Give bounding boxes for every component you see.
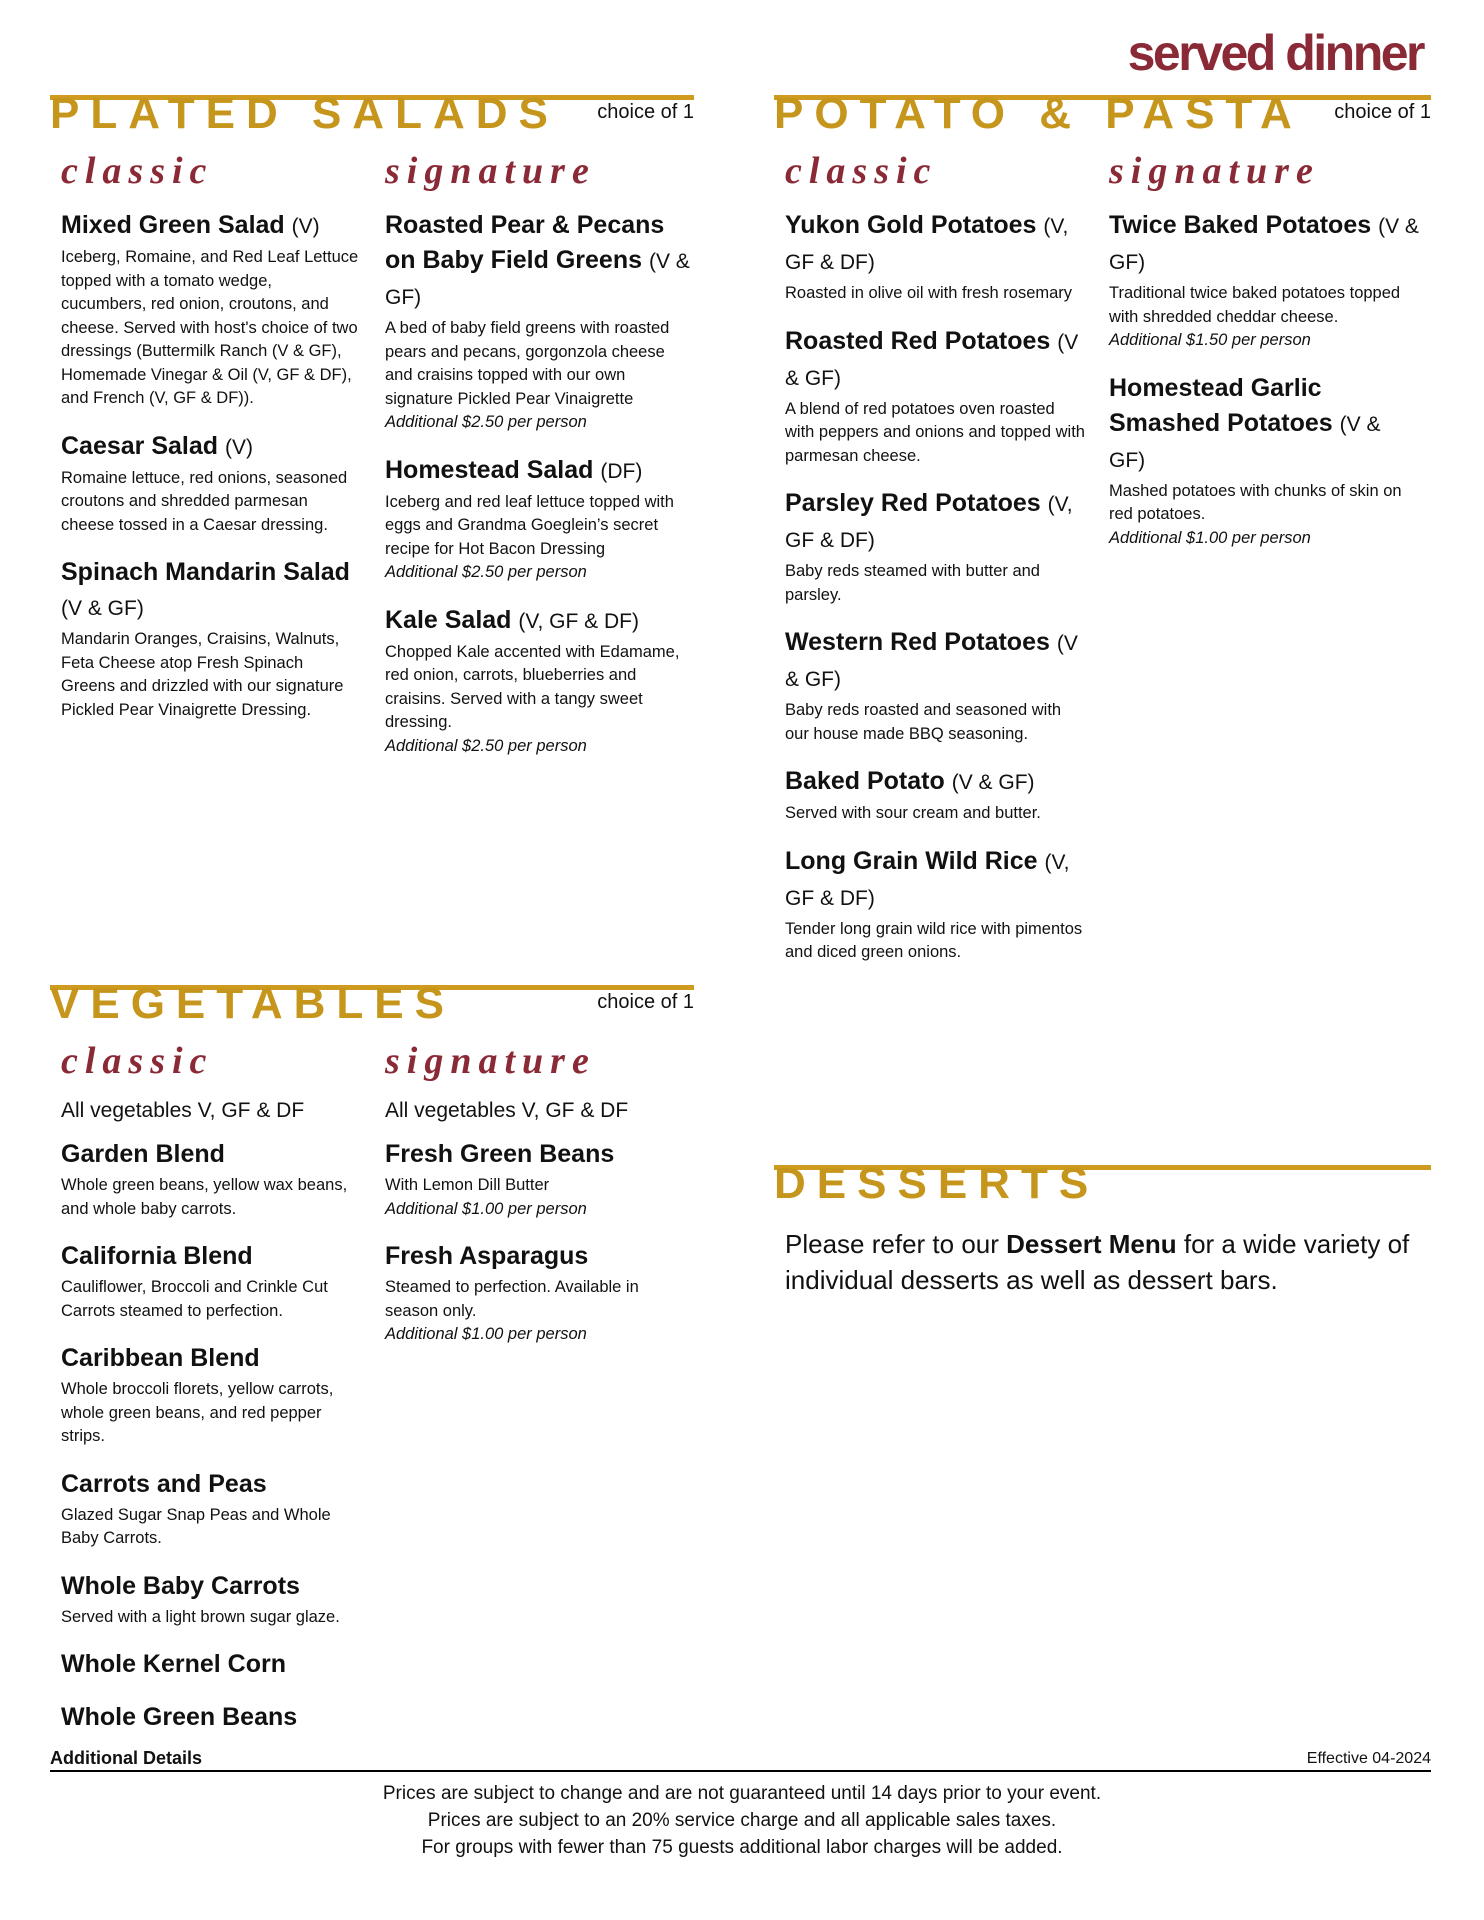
menu-item xyxy=(61,1647,361,1682)
vegetables-signature-column xyxy=(385,1036,695,1365)
footer-line: For groups with fewer than 75 guests additional labor charges will be added. xyxy=(421,1837,1063,1858)
menu-item-price-note: Additional $1.50 per person xyxy=(1109,331,1311,349)
menu-item-heading xyxy=(61,1569,361,1604)
potato-signature-heading: signature xyxy=(1109,150,1320,192)
salads-section xyxy=(50,89,694,755)
salads-signature-column xyxy=(385,146,695,776)
menu-item-tags: (V & GF) xyxy=(61,597,144,620)
menu-item-heading xyxy=(385,453,695,489)
salads-header xyxy=(50,89,694,146)
vegetables-header xyxy=(50,979,694,1036)
menu-item-heading xyxy=(385,603,695,639)
menu-item xyxy=(1109,371,1419,551)
menu-item-description: Iceberg, Romaine, and Red Leaf Lettuce topped with a tomato wedge, cucumbers, red onion, croutons, and cheese. Served with host's choice of two dressings (Buttermilk Ranch (V & GF), Homemade Vinegar & Oil (V, GF & DF), and French (V, GF & DF)). xyxy=(61,248,359,407)
menu-item xyxy=(785,844,1085,965)
salads-choice: choice of 1 xyxy=(597,101,694,123)
menu-item-description: Roasted in olive oil with fresh rosemary xyxy=(785,284,1073,302)
menu-item-heading xyxy=(785,844,1085,916)
vegetables-classic-column xyxy=(61,1036,361,1753)
vegetables-classic-heading: classic xyxy=(61,1040,214,1082)
menu-item-description: A blend of red potatoes oven roasted with peppers and onions and topped with parmesan cheese. xyxy=(785,399,1085,465)
menu-item xyxy=(785,764,1085,826)
menu-item-tags: (V, GF & DF) xyxy=(518,609,639,633)
menu-item-heading xyxy=(61,555,361,626)
menu-item-description: Whole green beans, yellow wax beans, and whole baby carrots. xyxy=(61,1176,348,1218)
menu-item-name: Baked Potato xyxy=(785,767,945,795)
menu-item-description: Steamed to perfection. Available in season only. xyxy=(385,1278,639,1320)
menu-item xyxy=(385,208,695,435)
dessert-menu-link: Dessert Menu xyxy=(1006,1229,1177,1259)
menu-item-description: Iceberg and red leaf lettuce topped with eggs and Grandma Goeglein’s secret recipe for Hot Bacon Dressing xyxy=(385,492,674,558)
menu-item-description: Mashed potatoes with chunks of skin on red potatoes. xyxy=(1109,481,1402,523)
vegetables-classic-note: All vegetables V, GF & DF xyxy=(61,1099,305,1122)
menu-item-price-note: Additional $2.50 per person xyxy=(385,736,587,755)
menu-item-name: Roasted Pear & Pecans on Baby Field Greens xyxy=(385,211,665,274)
menu-item-heading xyxy=(61,208,361,244)
salads-signature-list xyxy=(385,208,695,758)
menu-item-name: Carrots and Peas xyxy=(61,1469,267,1498)
salads-classic-column xyxy=(61,146,361,740)
menu-item-description: A bed of baby field greens with roasted pears and pecans, gorgonzola cheese and craisins topped with our own signature Pickled Pear Vinaigrette xyxy=(385,319,670,408)
menu-item-name: Kale Salad xyxy=(385,605,512,634)
menu-item-tags: (V) xyxy=(225,435,253,459)
menu-item-name: Spinach Mandarin Salad xyxy=(61,558,350,586)
menu-item xyxy=(385,603,695,759)
vegetables-signature-heading: signature xyxy=(385,1040,596,1082)
menu-item-description: Tender long grain wild rice with pimentos and diced green onions. xyxy=(785,919,1083,961)
potato-title: POTATO & PASTA xyxy=(774,89,1303,138)
menu-item-name: Caribbean Blend xyxy=(61,1344,260,1373)
menu-item-name: Whole Baby Carrots xyxy=(61,1571,300,1600)
vegetables-choice: choice of 1 xyxy=(597,991,694,1013)
menu-item xyxy=(1109,208,1419,353)
menu-item-description: Traditional twice baked potatoes topped with shredded cheddar cheese. xyxy=(1109,284,1401,326)
menu-item-price-note: Additional $2.50 per person xyxy=(385,413,587,431)
salads-title: PLATED SALADS xyxy=(50,89,559,138)
salads-classic-list xyxy=(61,208,361,722)
menu-item-heading xyxy=(1109,371,1419,478)
potato-choice: choice of 1 xyxy=(1334,101,1431,123)
potato-section xyxy=(774,89,1431,961)
menu-item-name: Homestead Garlic Smashed Potatoes xyxy=(1109,373,1333,437)
menu-item-tags: (V, GF & DF) xyxy=(785,850,1070,910)
menu-item xyxy=(61,1569,361,1630)
menu-item-name: Caesar Salad xyxy=(61,431,219,460)
menu-item-tags: (V & GF) xyxy=(951,771,1035,794)
menu-item xyxy=(785,208,1085,306)
menu-item-heading xyxy=(61,1467,361,1502)
menu-item-tags: (V) xyxy=(291,215,320,238)
menu-item-name: Homestead Salad xyxy=(385,455,594,484)
menu-item xyxy=(785,625,1085,746)
menu-item-price-note: Additional $2.50 per person xyxy=(385,563,587,581)
menu-item-name: Roasted Red Potatoes xyxy=(785,326,1051,355)
menu-item xyxy=(785,324,1085,469)
desserts-text xyxy=(774,1226,1431,1298)
menu-item-description: With Lemon Dill Butter xyxy=(385,1176,550,1195)
menu-item-heading xyxy=(785,324,1085,396)
menu-item-tags: (V & GF) xyxy=(785,632,1078,691)
vegetables-signature-list xyxy=(385,1137,695,1347)
menu-item-name: Fresh Asparagus xyxy=(385,1242,589,1271)
effective-date: Effective 04-2024 xyxy=(1306,1750,1431,1767)
menu-item-description: Mandarin Oranges, Craisins, Walnuts, Feta Cheese atop Fresh Spinach Greens and drizzled with our signature Pickled Pear Vinaigrette Dressing. xyxy=(61,630,344,719)
menu-item-tags: (V & GF) xyxy=(1109,215,1419,274)
menu-item-heading xyxy=(385,1137,695,1172)
menu-item-heading xyxy=(61,1341,361,1376)
menu-item xyxy=(61,429,361,538)
menu-item xyxy=(385,1239,695,1347)
footer-notes xyxy=(0,1780,1484,1861)
menu-item-description: Baby reds steamed with butter and parsley. xyxy=(785,562,1040,604)
menu-item xyxy=(61,1467,361,1551)
menu-item-heading xyxy=(785,208,1085,280)
menu-item-heading xyxy=(785,486,1085,558)
menu-item-name: Yukon Gold Potatoes xyxy=(785,211,1037,239)
salads-classic-heading: classic xyxy=(61,150,214,192)
desserts-title: DESSERTS xyxy=(774,1159,1100,1208)
menu-item xyxy=(385,1137,695,1221)
menu-item-heading xyxy=(385,1239,695,1274)
menu-item-tags: (V, GF & DF) xyxy=(785,215,1069,274)
menu-item-name: California Blend xyxy=(61,1242,253,1271)
menu-item xyxy=(61,1700,361,1735)
menu-item xyxy=(785,486,1085,607)
footer-line: Prices are subject to an 20% service charge and all applicable sales taxes. xyxy=(427,1810,1057,1831)
menu-item xyxy=(61,1341,361,1449)
potato-header xyxy=(774,89,1431,146)
vegetables-signature-note: All vegetables V, GF & DF xyxy=(385,1099,629,1122)
desserts-text-after: for a wide variety of individual desserts as well as dessert bars. xyxy=(785,1229,1410,1295)
salads-signature-heading: signature xyxy=(385,150,596,192)
menu-item-heading xyxy=(1109,208,1419,280)
vegetables-section xyxy=(50,979,694,1732)
menu-item-description: Baby reds roasted and seasoned with our house made BBQ seasoning. xyxy=(785,701,1062,743)
menu-item-description: Chopped Kale accented with Edamame, red onion, carrots, blueberries and craisins. Served with a tangy sweet dressing. xyxy=(385,642,680,731)
menu-item-tags: (V, GF & DF) xyxy=(785,493,1073,552)
potato-classic-list xyxy=(785,208,1085,965)
menu-item-name: Whole Kernel Corn xyxy=(61,1650,287,1679)
menu-item-description: Cauliflower, Broccoli and Crinkle Cut Carrots steamed to perfection. xyxy=(61,1278,328,1320)
menu-item-tags: (V & GF) xyxy=(1109,412,1381,472)
menu-item-name: Western Red Potatoes xyxy=(785,628,1050,656)
menu-item-heading xyxy=(785,625,1085,697)
menu-item-name: Garden Blend xyxy=(61,1140,225,1169)
potato-signature-column xyxy=(1109,146,1419,568)
menu-item-price-note: Additional $1.00 per person xyxy=(1109,528,1311,547)
footer-divider xyxy=(50,1770,1431,1772)
menu-item-heading xyxy=(61,1137,361,1172)
menu-item-heading xyxy=(61,1647,361,1682)
menu-item-tags: (DF) xyxy=(600,459,643,483)
menu-item-heading xyxy=(385,208,695,315)
menu-item-name: Long Grain Wild Rice xyxy=(785,846,1038,875)
page-banner: served dinner xyxy=(1127,25,1423,81)
menu-item-description: Glazed Sugar Snap Peas and Whole Baby Carrots. xyxy=(61,1505,331,1548)
menu-item-description: Served with a light brown sugar glaze. xyxy=(61,1607,340,1626)
menu-item-name: Mixed Green Salad xyxy=(61,211,285,239)
menu-item-name: Whole Green Beans xyxy=(61,1703,298,1732)
vegetables-classic-list xyxy=(61,1137,361,1735)
menu-item-price-note: Additional $1.00 per person xyxy=(385,1325,587,1344)
menu-item-heading xyxy=(61,429,361,465)
menu-item-name: Parsley Red Potatoes xyxy=(785,489,1041,517)
menu-item-heading xyxy=(61,1700,361,1735)
desserts-section xyxy=(774,1159,1431,1298)
menu-item-description: Served with sour cream and butter. xyxy=(785,804,1041,822)
potato-classic-column xyxy=(785,146,1085,983)
desserts-header xyxy=(774,1159,1431,1216)
menu-item-description: Romaine lettuce, red onions, seasoned croutons and shredded parmesan cheese tossed in a Caesar dressing. xyxy=(61,468,348,534)
menu-item-description: Whole broccoli florets, yellow carrots, whole green beans, and red pepper strips. xyxy=(61,1380,334,1446)
potato-classic-heading: classic xyxy=(785,150,938,192)
menu-item-name: Fresh Green Beans xyxy=(385,1140,615,1169)
menu-item xyxy=(61,1239,361,1323)
potato-signature-list xyxy=(1109,208,1419,550)
menu-item-tags: (V & GF) xyxy=(785,330,1079,390)
menu-item xyxy=(61,1137,361,1221)
menu-item-heading xyxy=(61,1239,361,1274)
menu-item-heading xyxy=(785,764,1085,800)
footer-label: Additional Details xyxy=(50,1748,203,1768)
menu-item xyxy=(61,208,361,411)
footer-line: Prices are subject to change and are not guaranteed until 14 days prior to your event. xyxy=(382,1783,1102,1804)
menu-item-price-note: Additional $1.00 per person xyxy=(385,1199,587,1218)
menu-item-name: Twice Baked Potatoes xyxy=(1109,211,1372,239)
menu-item xyxy=(61,555,361,722)
vegetables-title: VEGETABLES xyxy=(50,979,456,1028)
desserts-text-before: Please refer to our xyxy=(785,1229,1007,1259)
menu-item-tags: (V & GF) xyxy=(385,250,690,309)
menu-item xyxy=(385,453,695,585)
